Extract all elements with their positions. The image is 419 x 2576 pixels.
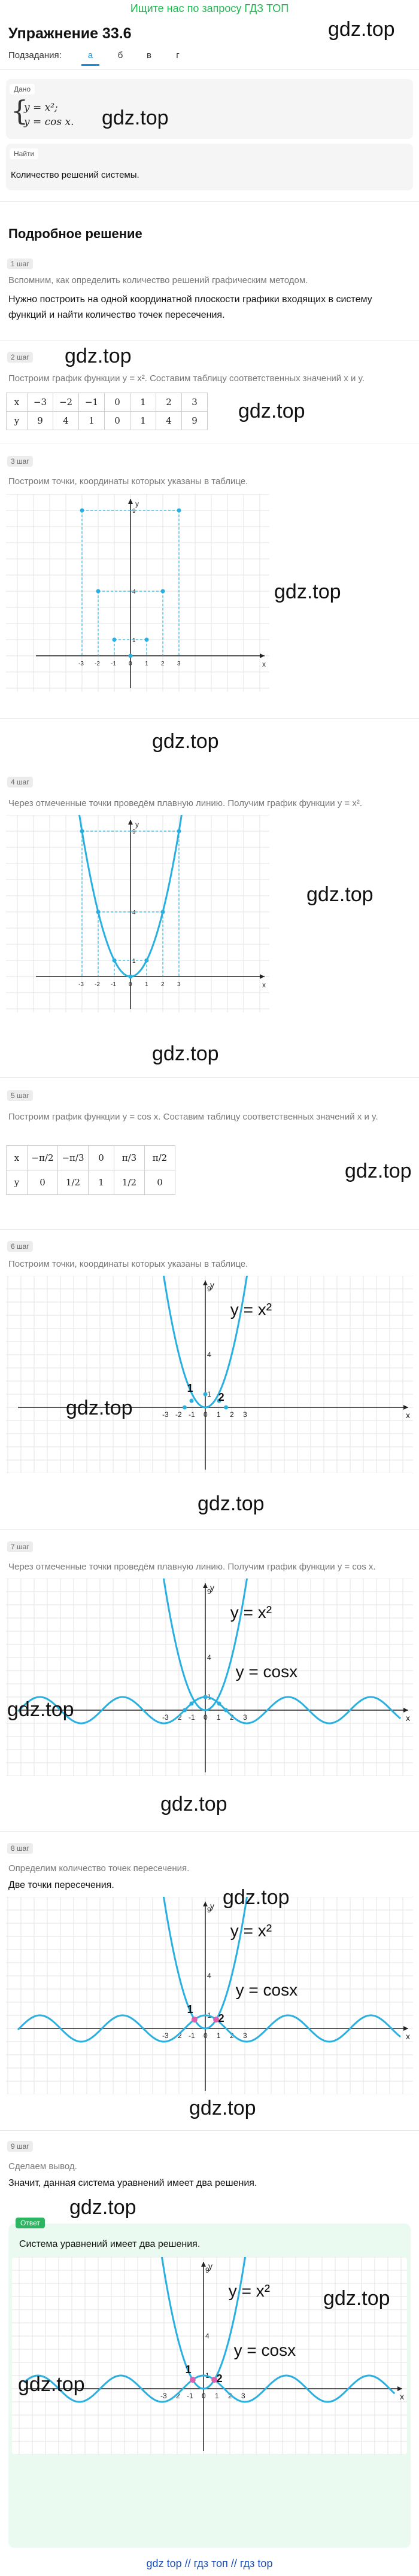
- table-row: [7, 1146, 175, 1170]
- x-tick-label: 2: [228, 2392, 232, 2400]
- intersection-label-1: 1: [187, 1382, 193, 1394]
- subtask-tab-g[interactable]: г: [176, 50, 180, 60]
- x-tick-label: 1: [215, 2392, 219, 2400]
- table-cell: 1: [130, 412, 156, 430]
- table-row: [7, 1170, 175, 1195]
- subtask-tab-a[interactable]: а: [81, 50, 99, 66]
- watermark: gdz.top: [160, 1793, 227, 1815]
- step-2-hint: Построим график функции y = x². Составим таблицу соответственных значений x и y.: [8, 373, 365, 384]
- intersection-label-1: 1: [185, 2364, 192, 2376]
- watermark: gdz.top: [152, 730, 219, 753]
- graph-parabola-curve: [6, 815, 269, 1012]
- step-9-text: Значит, данная система уравнений имеет два решения.: [8, 2178, 257, 2188]
- x-tick-label: 2: [230, 1410, 234, 1419]
- step-6-hint: Построим точки, координаты которых указаны в таблице.: [8, 1259, 248, 1269]
- y-tick-label: 9: [205, 2266, 210, 2274]
- y-axis-label: y: [135, 820, 139, 829]
- table-cell: 0: [89, 1146, 114, 1170]
- intersection-label-2: 2: [218, 1391, 224, 1403]
- page-title: Упражнение 33.6: [8, 25, 132, 42]
- x-tick-label: -3: [162, 2031, 169, 2040]
- x-tick-label: 3: [177, 661, 181, 667]
- table-point: [96, 589, 101, 594]
- x-tick-label: 1: [145, 661, 148, 667]
- watermark: gdz.top: [223, 1886, 290, 1909]
- table-cell: −π/2: [28, 1146, 58, 1170]
- watermark: gdz.top: [323, 2287, 390, 2310]
- subtasks-label: Подзадания:: [8, 50, 62, 60]
- y-tick-label: 4: [207, 1972, 211, 1980]
- table-point: [177, 829, 181, 834]
- y-tick-label: 4: [207, 1351, 211, 1359]
- y-tick-label: 1: [207, 1390, 211, 1398]
- table-row: [7, 412, 208, 430]
- cos-point: [189, 1702, 193, 1706]
- x-tick-label: 0: [204, 1713, 208, 1722]
- table-cell: x: [7, 1146, 28, 1170]
- watermark: gdz.top: [66, 1397, 133, 1419]
- x-tick-label: -2: [95, 981, 100, 988]
- top-note[interactable]: Ищите нас по запросу ГДЗ ТОП: [130, 2, 289, 14]
- table-cell: 9: [182, 412, 208, 430]
- table-cell: −2: [53, 393, 79, 412]
- step-7-badge: 7 шаг: [7, 1541, 33, 1552]
- cosine-label: y = cosx: [235, 1662, 298, 1681]
- y-tick-label: 1: [205, 2371, 210, 2380]
- parabola-label: y = x²: [228, 2282, 271, 2300]
- x-tick-label: 0: [202, 2392, 206, 2400]
- y-tick-label: 9: [207, 1906, 211, 1914]
- table-point: [161, 910, 165, 914]
- watermark: gdz.top: [198, 1492, 265, 1515]
- x-tick-label: 3: [241, 2392, 245, 2400]
- table-cell: 1/2: [58, 1170, 89, 1195]
- step-1-hint: Вспомним, как определить количество решений графическим методом.: [8, 275, 308, 285]
- find-card: [6, 144, 413, 190]
- y-axis-arrow: [128, 820, 133, 825]
- graph-intersection: [6, 1897, 413, 2094]
- table-cell: π/2: [145, 1146, 175, 1170]
- x-tick-label: 3: [177, 981, 181, 988]
- table-parabola: [6, 393, 208, 430]
- find-tag: Найти: [10, 148, 38, 159]
- watermark: gdz.top: [102, 107, 169, 129]
- y-tick-label: 4: [207, 1653, 211, 1662]
- y-tick-label: 9: [207, 1587, 211, 1596]
- x-axis-arrow: [260, 653, 265, 658]
- x-tick-label: 2: [161, 661, 165, 667]
- table-cell: 2: [156, 393, 182, 412]
- parabola-label: y = x²: [230, 1921, 272, 1940]
- cos-point: [224, 1708, 228, 1713]
- watermark: gdz.top: [306, 883, 374, 906]
- table-cell: 0: [145, 1170, 175, 1195]
- x-tick-label: 1: [145, 981, 148, 988]
- watermark: gdz.top: [152, 1042, 219, 1065]
- graph-parabola-points: [6, 494, 269, 692]
- x-tick-label: 0: [204, 1410, 208, 1419]
- find-text: Количество решений системы.: [11, 170, 139, 180]
- x-tick-label: 1: [217, 1713, 221, 1722]
- intersection-point: [192, 2017, 198, 2023]
- x-tick-label: 0: [129, 981, 132, 988]
- step-9-badge: 9 шаг: [7, 2141, 33, 2152]
- x-tick-label: -3: [78, 661, 84, 667]
- given-card: Дано { y = x²; y = cos x. gdz.top: [6, 79, 413, 139]
- x-tick-label: -1: [187, 2392, 193, 2400]
- watermark: gdz.top: [274, 580, 341, 603]
- cos-point: [224, 1406, 228, 1410]
- step-1-text: Нужно построить на одной координатной плоскости графики входящих в систему функций и найти количество точек пересечения.: [8, 294, 372, 320]
- table-point: [80, 509, 84, 513]
- table-cell: 1: [89, 1170, 114, 1195]
- watermark: gdz.top: [345, 1160, 412, 1182]
- step-3-badge: 3 шаг: [7, 456, 33, 467]
- step-7-hint: Через отмеченные точки проведём плавную линию. Получим график функции y = cos x.: [8, 1562, 376, 1572]
- solution-heading: Подробное решение: [8, 226, 142, 241]
- table-point: [129, 654, 133, 658]
- step-4-hint: Через отмеченные точки проведём плавную линию. Получим график функции y = x².: [8, 798, 363, 808]
- x-tick-label: 0: [129, 661, 132, 667]
- table-cell: 9: [28, 412, 53, 430]
- parabola-label: y = x²: [230, 1300, 272, 1319]
- x-axis-label: x: [400, 2392, 404, 2401]
- x-tick-label: -3: [160, 2392, 167, 2400]
- x-tick-label: -1: [189, 1410, 195, 1419]
- cos-point: [204, 1695, 208, 1699]
- watermark: gdz.top: [7, 1698, 74, 1721]
- x-axis-label: x: [406, 1410, 410, 1420]
- y-tick-label: 9: [132, 829, 136, 835]
- x-axis-arrow: [403, 2026, 408, 2031]
- given-tag: Дано: [10, 84, 35, 95]
- table-cell: x: [7, 393, 28, 412]
- y-tick-label: 1: [207, 2011, 211, 2020]
- x-tick-label: -2: [174, 2392, 180, 2400]
- cos-point: [183, 1708, 187, 1713]
- table-point: [113, 959, 117, 963]
- watermark: gdz.top: [189, 2097, 256, 2119]
- x-tick-label: -2: [95, 661, 100, 667]
- table-point: [129, 975, 133, 979]
- x-axis-arrow: [403, 1708, 408, 1713]
- y-axis-label: y: [210, 1583, 214, 1592]
- x-tick-label: 2: [230, 2031, 234, 2040]
- step-5-hint: Построим график функции y = cos x. Составим таблицу соответственных значений x и y.: [8, 1112, 378, 1122]
- given-line-1: y = x²;: [24, 102, 58, 114]
- y-tick-label: 4: [132, 910, 136, 916]
- subtask-tab-v[interactable]: в: [147, 50, 151, 60]
- subtask-tab-b[interactable]: б: [117, 50, 123, 60]
- intersection-point: [190, 2377, 196, 2383]
- watermark: gdz.top: [18, 2373, 85, 2396]
- cos-point: [183, 1406, 187, 1410]
- table-point: [145, 959, 149, 963]
- intersection-label-2: 2: [216, 2372, 223, 2385]
- x-axis-arrow: [397, 2386, 402, 2391]
- step-2-badge: 2 шаг: [7, 352, 33, 363]
- step-9-hint: Сделаем вывод.: [8, 2161, 77, 2171]
- y-tick-label: 1: [132, 637, 136, 644]
- table-cell: 1: [130, 393, 156, 412]
- y-tick-label: 4: [205, 2332, 210, 2340]
- x-axis-arrow: [260, 974, 265, 979]
- step-3-hint: Построим точки, координаты которых указаны в таблице.: [8, 476, 248, 486]
- y-tick-label: 4: [132, 589, 136, 595]
- x-tick-label: -1: [111, 981, 116, 988]
- cosine-label: y = cosx: [235, 1981, 298, 1999]
- graph-cosine-points: [6, 1276, 413, 1473]
- table-cell: 0: [28, 1170, 58, 1195]
- step-8-text: Две точки пересечения.: [8, 1880, 114, 1890]
- cos-point: [189, 1399, 193, 1403]
- table-point: [161, 589, 165, 594]
- y-axis-label: y: [208, 2261, 212, 2271]
- step-8-hint: Определим количество точек пересечения.: [8, 1863, 190, 1874]
- y-tick-label: 1: [207, 1693, 211, 1701]
- x-tick-label: 2: [161, 981, 165, 988]
- parabola-label: y = x²: [230, 1603, 272, 1622]
- x-axis-label: x: [406, 2031, 410, 2041]
- table-point: [177, 509, 181, 513]
- footer-links[interactable]: gdz top // гдз топ // гдз top: [146, 2557, 273, 2569]
- watermark: gdz.top: [65, 345, 132, 367]
- table-cell: π/3: [114, 1146, 145, 1170]
- table-cell: 0: [105, 393, 130, 412]
- x-tick-label: -1: [189, 2031, 195, 2040]
- step-6-badge: 6 шаг: [7, 1241, 33, 1252]
- x-tick-label: -3: [162, 1713, 169, 1722]
- y-tick-label: 1: [132, 958, 136, 965]
- x-tick-label: 3: [243, 2031, 247, 2040]
- table-cell: 0: [105, 412, 130, 430]
- step-1-badge: 1 шаг: [7, 258, 33, 269]
- graph-cosine-curve: [6, 1579, 413, 1776]
- y-tick-label: 9: [132, 508, 136, 515]
- table-cell: −π/3: [58, 1146, 89, 1170]
- y-axis-arrow: [128, 499, 133, 504]
- cos-point: [217, 1702, 221, 1706]
- table-cell: −1: [79, 393, 105, 412]
- table-row: [7, 393, 208, 412]
- table-cell: 1: [79, 412, 105, 430]
- x-tick-label: 1: [217, 1410, 221, 1419]
- table-point: [145, 638, 149, 642]
- answer-tag: Ответ: [16, 2218, 45, 2228]
- x-tick-label: -2: [175, 1410, 182, 1419]
- watermark: gdz.top: [238, 400, 305, 422]
- intersection-label-2: 2: [218, 2012, 224, 2024]
- x-tick-label: 1: [217, 2031, 221, 2040]
- y-tick-label: 9: [207, 1285, 211, 1293]
- x-tick-label: 3: [243, 1713, 247, 1722]
- step-4-badge: 4 шаг: [7, 777, 33, 787]
- x-tick-label: -2: [175, 1713, 182, 1722]
- x-tick-label: -1: [111, 661, 116, 667]
- table-point: [113, 638, 117, 642]
- table-cell: 4: [53, 412, 79, 430]
- cosine-label: y = cosx: [233, 2341, 296, 2359]
- y-axis-label: y: [210, 1280, 214, 1289]
- x-axis-label: x: [406, 1713, 410, 1723]
- table-cell: 1/2: [114, 1170, 145, 1195]
- table-cell: y: [7, 1170, 28, 1195]
- watermark: gdz.top: [69, 2196, 136, 2219]
- cos-point: [204, 1392, 208, 1397]
- y-axis-label: y: [210, 1901, 214, 1911]
- x-tick-label: -3: [78, 981, 84, 988]
- intersection-label-1: 1: [187, 2003, 193, 2015]
- table-cell: 3: [182, 393, 208, 412]
- x-tick-label: 2: [230, 1713, 234, 1722]
- x-axis-label: x: [262, 981, 266, 989]
- x-tick-label: 0: [204, 2031, 208, 2040]
- x-tick-label: -3: [162, 1410, 169, 1419]
- x-tick-label: -2: [175, 2031, 182, 2040]
- x-tick-label: -1: [189, 1713, 195, 1722]
- table-cosine: [6, 1145, 175, 1195]
- table-point: [80, 829, 84, 834]
- table-point: [96, 910, 101, 914]
- given-line-2: y = cos x.: [24, 116, 74, 128]
- table-cell: −3: [28, 393, 53, 412]
- step-5-badge: 5 шаг: [7, 1090, 33, 1101]
- x-tick-label: 3: [243, 1410, 247, 1419]
- table-cell: 4: [156, 412, 182, 430]
- y-axis-label: y: [135, 500, 139, 508]
- table-cell: y: [7, 412, 28, 430]
- step-8-badge: 8 шаг: [7, 1843, 33, 1854]
- answer-card: [8, 2219, 411, 2548]
- answer-text: Система уравнений имеет два решения.: [19, 2239, 201, 2249]
- watermark: gdz.top: [328, 18, 395, 41]
- x-axis-arrow: [403, 1405, 408, 1410]
- x-axis-label: x: [262, 660, 266, 668]
